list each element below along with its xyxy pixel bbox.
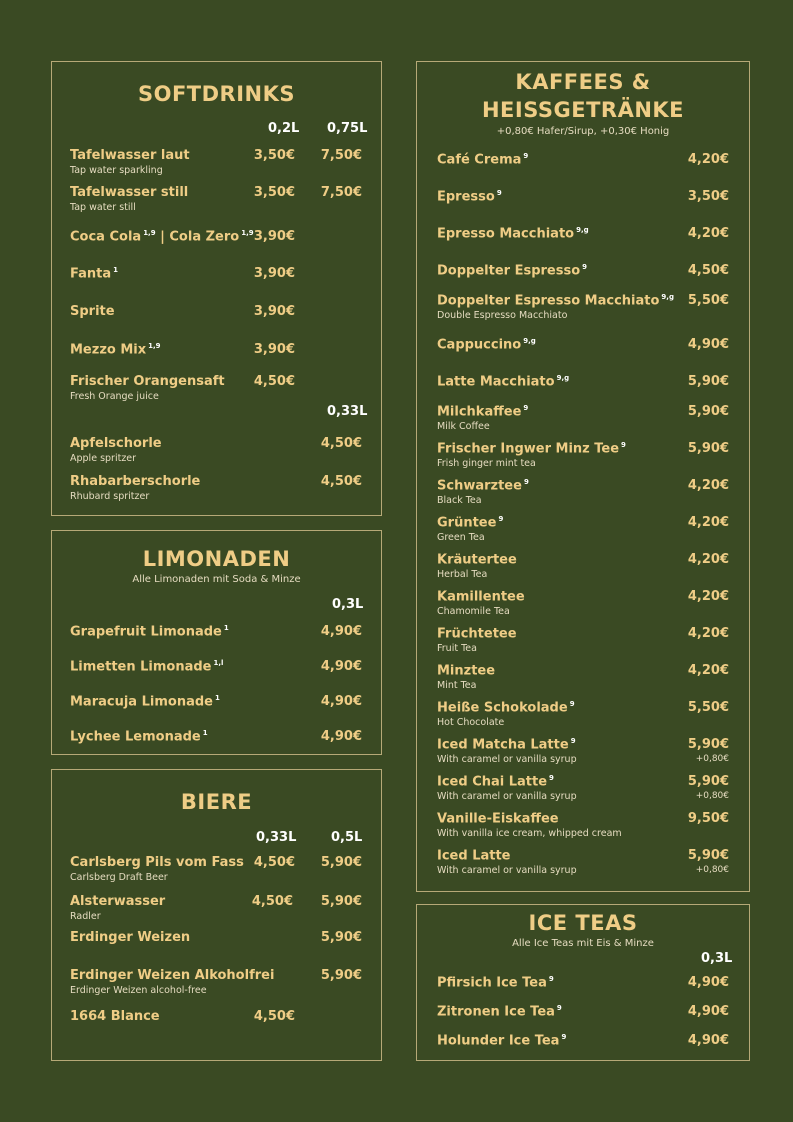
menu-item <box>417 700 749 730</box>
item-desc: Rhubard spritzer <box>70 491 150 502</box>
item-desc: With caramel or vanilla syrup <box>437 754 577 765</box>
item-name: Lychee Lemonade $^1$ <box>70 729 208 745</box>
item-desc: Carlsberg Draft Beer <box>70 872 168 883</box>
menu-item <box>52 266 381 296</box>
price-small: 4,50€ <box>251 894 293 909</box>
item-name: Milchkaffee $^9$ <box>437 404 529 420</box>
item-price: 4,20€ <box>687 552 729 567</box>
item-desc: Black Tea <box>437 495 482 506</box>
menu-item <box>417 552 749 582</box>
item-desc: Tap water still <box>70 202 136 213</box>
price-small: 3,90€ <box>253 266 295 281</box>
menu-item <box>417 337 749 367</box>
item-desc: Milk Coffee <box>437 421 490 432</box>
price-large: 5,90€ <box>320 968 362 983</box>
limonaden-title: LIMONADEN <box>142 547 291 571</box>
item-price: 5,90€ <box>687 441 729 456</box>
item-name: Pfirsich Ice Tea $^9$ <box>437 975 554 991</box>
menu-item <box>417 848 749 878</box>
price-small: 3,50€ <box>253 185 295 200</box>
menu-item <box>417 737 749 767</box>
menu-item <box>52 659 381 689</box>
item-name: Mezzo Mix $^{1,9}$ <box>70 342 161 358</box>
item-name: Iced Chai Latte $^9$ <box>437 774 554 790</box>
menu-item <box>417 404 749 434</box>
kaffees-subtitle: +0,80€ Hafer/Sirup, +0,30€ Honig <box>496 126 670 137</box>
price-large: 5,90€ <box>320 930 362 945</box>
item-extra-price: +0,80€ <box>695 791 729 801</box>
menu-item <box>52 894 381 924</box>
item-name: Erdinger Weizen Alkoholfrei <box>70 968 275 983</box>
softdrinks-title: SOFTDRINKS <box>137 82 296 106</box>
item-price: 4,50€ <box>687 263 729 278</box>
item-desc: Fruit Tea <box>437 643 477 654</box>
item-desc: Radler <box>70 911 101 922</box>
item-name: Frischer Orangensaft <box>70 374 225 389</box>
menu-item <box>52 185 381 215</box>
menu-item <box>417 478 749 508</box>
menu-item <box>417 1033 749 1063</box>
menu-item <box>417 774 749 804</box>
size-header-0-33l: 0,33L <box>256 830 297 845</box>
biere-title: BIERE <box>180 790 253 814</box>
item-name: Zitronen Ice Tea $^9$ <box>437 1004 562 1020</box>
price-small: 3,90€ <box>253 304 295 319</box>
limonaden-section <box>51 530 382 755</box>
menu-item <box>417 374 749 404</box>
menu-item <box>417 663 749 693</box>
item-price: 5,90€ <box>687 404 729 419</box>
item-price: 4,90€ <box>687 1004 729 1019</box>
item-name: Café Crema $^9$ <box>437 152 529 168</box>
size-header-0-5l: 0,5L <box>331 830 363 845</box>
menu-item <box>417 626 749 656</box>
kaffees-title-line1: KAFFEES & <box>515 70 651 94</box>
menu-item <box>417 441 749 471</box>
size-header-0-3l: 0,3L <box>701 951 733 966</box>
menu-item <box>417 293 749 323</box>
item-price: 4,90€ <box>320 694 362 709</box>
menu-item <box>52 342 381 372</box>
item-price: 5,90€ <box>687 737 729 752</box>
size-header-0-75l: 0,75L <box>327 121 368 136</box>
item-name: Heiße Schokolade $^9$ <box>437 700 575 716</box>
item-desc: With caramel or vanilla syrup <box>437 865 577 876</box>
item-desc: Double Espresso Macchiato <box>437 310 568 321</box>
item-price: 3,50€ <box>687 189 729 204</box>
item-desc: Frish ginger mint tea <box>437 458 536 469</box>
item-name: Epresso Macchiato $^{9,g}$ <box>437 226 589 242</box>
item-name: Minztee <box>437 663 496 679</box>
item-name: Iced Matcha Latte $^9$ <box>437 737 576 753</box>
iceteas-title: ICE TEAS <box>528 911 638 935</box>
price-small: 4,50€ <box>253 1009 295 1024</box>
menu-item <box>417 263 749 293</box>
item-extra-price: +0,80€ <box>695 865 729 875</box>
item-desc: Mint Tea <box>437 680 477 691</box>
item-name: Carlsberg Pils vom Fass <box>70 855 244 870</box>
menu-item <box>52 474 381 504</box>
menu-item <box>52 694 381 724</box>
menu-item <box>417 189 749 219</box>
item-name: Epresso $^9$ <box>437 189 502 205</box>
item-desc: Apple spritzer <box>70 453 137 464</box>
item-price: 4,90€ <box>687 337 729 352</box>
item-name: Latte Macchiato $^{9,g}$ <box>437 374 570 390</box>
item-desc: Fresh Orange juice <box>70 391 159 402</box>
menu-item <box>52 968 381 998</box>
item-price: 9,50€ <box>687 811 729 826</box>
item-name: Grapefruit Limonade $^1$ <box>70 624 229 640</box>
item-price: 4,90€ <box>320 624 362 639</box>
item-name: Vanille-Eiskaffee <box>437 811 559 827</box>
biere-section <box>51 769 382 1061</box>
item-price: 4,20€ <box>687 515 729 530</box>
menu-item <box>417 226 749 256</box>
item-name: Doppelter Espresso Macchiato $^{9,g}$ <box>437 293 674 309</box>
item-desc: Hot Chocolate <box>437 717 505 728</box>
price-small: 4,50€ <box>253 855 295 870</box>
price-small: 3,90€ <box>253 229 295 244</box>
item-name: Coca Cola $^{1,9}$ | Cola Zero $^{1,9}$ <box>70 229 254 245</box>
menu-item <box>417 811 749 841</box>
kaffees-section <box>416 61 750 892</box>
size-header-0-2l: 0,2L <box>268 121 300 136</box>
item-name: Apfelschorle <box>70 436 162 451</box>
limonaden-subtitle: Alle Limonaden mit Soda & Minze <box>132 574 301 585</box>
price-large: 4,50€ <box>320 474 362 489</box>
item-name: Iced Latte <box>437 848 511 864</box>
item-name: Fanta $^1$ <box>70 266 119 282</box>
menu-item <box>52 855 381 885</box>
item-desc: Tap water sparkling <box>70 165 163 176</box>
item-price: 5,50€ <box>687 700 729 715</box>
item-price: 4,90€ <box>687 1033 729 1048</box>
softdrinks-section <box>51 61 382 516</box>
item-desc: With caramel or vanilla syrup <box>437 791 577 802</box>
price-large: 4,50€ <box>320 436 362 451</box>
item-price: 5,90€ <box>687 774 729 789</box>
menu-item <box>417 1004 749 1034</box>
item-name: Frischer Ingwer Minz Tee $^9$ <box>437 441 626 457</box>
size-header-0-3l: 0,3L <box>332 597 364 612</box>
item-desc: With vanilla ice cream, whipped cream <box>437 828 622 839</box>
iceteas-section <box>416 904 750 1061</box>
item-price: 4,20€ <box>687 589 729 604</box>
item-extra-price: +0,80€ <box>695 754 729 764</box>
item-name: 1664 Blance <box>70 1009 160 1024</box>
price-large: 5,90€ <box>320 855 362 870</box>
menu-item <box>417 515 749 545</box>
item-name: Erdinger Weizen <box>70 930 191 945</box>
price-small: 3,90€ <box>253 342 295 357</box>
item-name: Alsterwasser <box>70 894 166 909</box>
item-name: Kamillentee <box>437 589 525 605</box>
kaffees-title-line2: HEISSGETRÄNKE <box>481 98 685 122</box>
item-price: 4,90€ <box>320 729 362 744</box>
item-price: 5,50€ <box>687 293 729 308</box>
item-name: Holunder Ice Tea $^9$ <box>437 1033 567 1049</box>
menu-item <box>52 229 381 259</box>
item-name: Sprite <box>70 304 115 319</box>
price-small: 4,50€ <box>253 374 295 389</box>
item-price: 4,90€ <box>687 975 729 990</box>
menu-item <box>52 1009 381 1039</box>
menu-item <box>52 436 381 466</box>
menu-item <box>52 624 381 654</box>
item-price: 4,90€ <box>320 659 362 674</box>
item-price: 4,20€ <box>687 226 729 241</box>
price-small: 3,50€ <box>253 148 295 163</box>
menu-item <box>52 374 381 404</box>
item-name: Rhabarberschorle <box>70 474 201 489</box>
price-large: 7,50€ <box>320 185 362 200</box>
item-price: 4,20€ <box>687 663 729 678</box>
menu-item <box>52 148 381 178</box>
item-name: Schwarztee $^9$ <box>437 478 529 494</box>
item-price: 4,20€ <box>687 478 729 493</box>
item-desc: Herbal Tea <box>437 569 488 580</box>
item-desc: Erdinger Weizen alcohol-free <box>70 985 207 996</box>
item-name: Tafelwasser laut <box>70 148 190 163</box>
price-large: 5,90€ <box>320 894 362 909</box>
item-desc: Chamomile Tea <box>437 606 510 617</box>
menu-item <box>52 930 381 960</box>
price-large: 7,50€ <box>320 148 362 163</box>
menu-item <box>417 152 749 182</box>
item-name: Tafelwasser still <box>70 185 189 200</box>
menu-item <box>52 304 381 334</box>
item-name: Cappuccino $^{9,g}$ <box>437 337 536 353</box>
menu-item <box>417 589 749 619</box>
item-price: 5,90€ <box>687 848 729 863</box>
size-header-0-33l: 0,33L <box>327 404 368 419</box>
item-price: 5,90€ <box>687 374 729 389</box>
item-desc: Green Tea <box>437 532 485 543</box>
iceteas-subtitle: Alle Ice Teas mit Eis & Minze <box>512 938 654 949</box>
item-name: Kräutertee <box>437 552 517 568</box>
item-price: 4,20€ <box>687 152 729 167</box>
item-name: Grüntee $^9$ <box>437 515 504 531</box>
item-name: Früchtetee <box>437 626 517 642</box>
item-price: 4,20€ <box>687 626 729 641</box>
menu-item <box>417 975 749 1005</box>
menu-item <box>52 729 381 759</box>
item-name: Maracuja Limonade $^1$ <box>70 694 220 710</box>
item-name: Limetten Limonade $^{1,l}$ <box>70 659 224 675</box>
item-name: Doppelter Espresso $^9$ <box>437 263 588 279</box>
